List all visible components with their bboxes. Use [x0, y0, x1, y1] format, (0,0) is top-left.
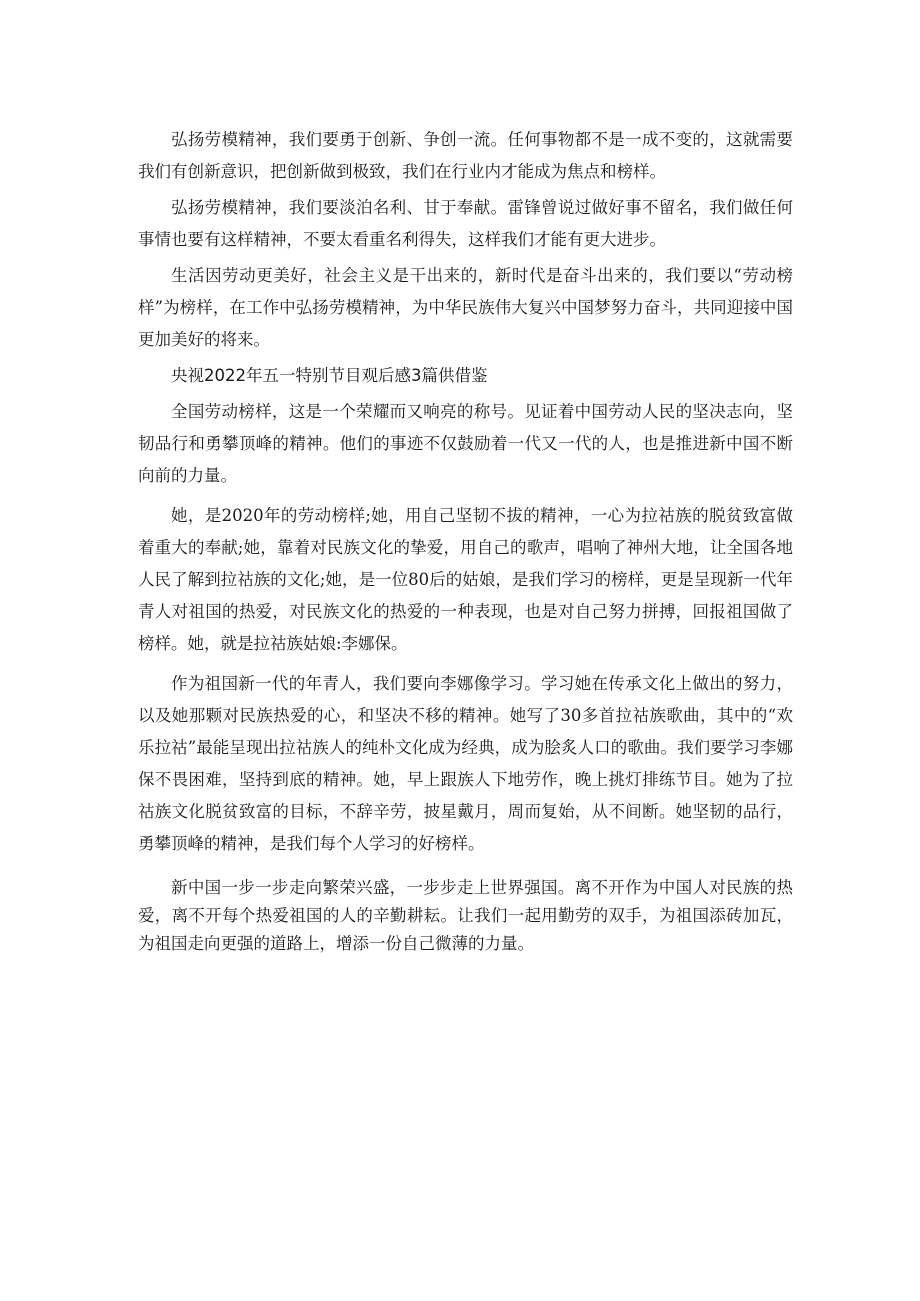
document-page [138, 124, 793, 958]
paragraph-labor-beauty: 生活因劳动更美好，社会主义是干出来的，新时代是奋斗出来的，我们要以“劳动榜样”为榜样，在工作中弘扬劳模精神，为中华民族伟大复兴中国梦努力奋斗，共同迎接中国更加美好的将来。 [138, 266, 793, 349]
section-heading: 央视2022年五一特别节目观后感3篇供借鉴 [171, 366, 488, 385]
paragraph-learn-from-li: 作为祖国新一代的年青人，我们要向李娜像学习。学习她在传承文化上做出的努力，以及她那颗对民族热爱的心，和坚决不移的精神。她写了30多首拉祜族歌曲，其中的“欢乐拉祜”最能呈现出拉祜族人的纯朴文化成为经典，成为脍炙人口的歌曲。我们要学习李娜保不畏困难，坚持到底的精神。她，早上跟族人下地劳作，晚上挑灯排练节目。她为了拉祜族文化脱贫致富的目标，不辞辛劳，披星戴月，周而复始，从不间断。她坚韧的品行，勇攀顶峰的精神，是我们每个人学习的好榜样。 [138, 674, 793, 853]
paragraph-innovation: 弘扬劳模精神，我们要勇于创新、争创一流。任何事物都不是一成不变的，这就需要我们有创新意识，把创新做到极致，我们在行业内才能成为焦点和榜样。 [138, 130, 793, 181]
paragraph-dedication: 弘扬劳模精神，我们要淡泊名利、甘于奉献。雷锋曾说过做好事不留名，我们做任何事情也要有这样精神，不要太看重名利得失，这样我们才能有更大进步。 [138, 198, 793, 249]
paragraph-li-nabao-intro: 她，是2020年的劳动榜样;她，用自己坚韧不拔的精神，一心为拉祜族的脱贫致富做着重大的奉献;她，靠着对民族文化的挚爱，用自己的歌声，唱响了神州大地，让全国各地人民了解到拉祜族的文化;她，是一位80后的姑娘，是我们学习的榜样，更是呈现新一代年青人对祖国的热爱，对民族文化的热爱的一种表现，也是对自己努力拼搏，回报祖国做了榜样。她，就是拉祜族姑娘:李娜保。 [138, 506, 793, 653]
paragraph-national-model: 全国劳动榜样，这是一个荣耀而又响亮的称号。见证着中国劳动人民的坚决志向，坚韧品行和勇攀顶峰的精神。他们的事迹不仅鼓励着一代又一代的人，也是推进新中国不断向前的力量。 [138, 402, 793, 485]
paragraph-conclusion: 新中国一步一步走向繁荣兴盛，一步步走上世界强国。离不开作为中国人对民族的热爱，离不开每个热爱祖国的人的辛勤耕耘。让我们一起用勤劳的双手，为祖国添砖加瓦，为祖国走向更强的道路上，增添一份自己微薄的力量。 [138, 878, 793, 953]
